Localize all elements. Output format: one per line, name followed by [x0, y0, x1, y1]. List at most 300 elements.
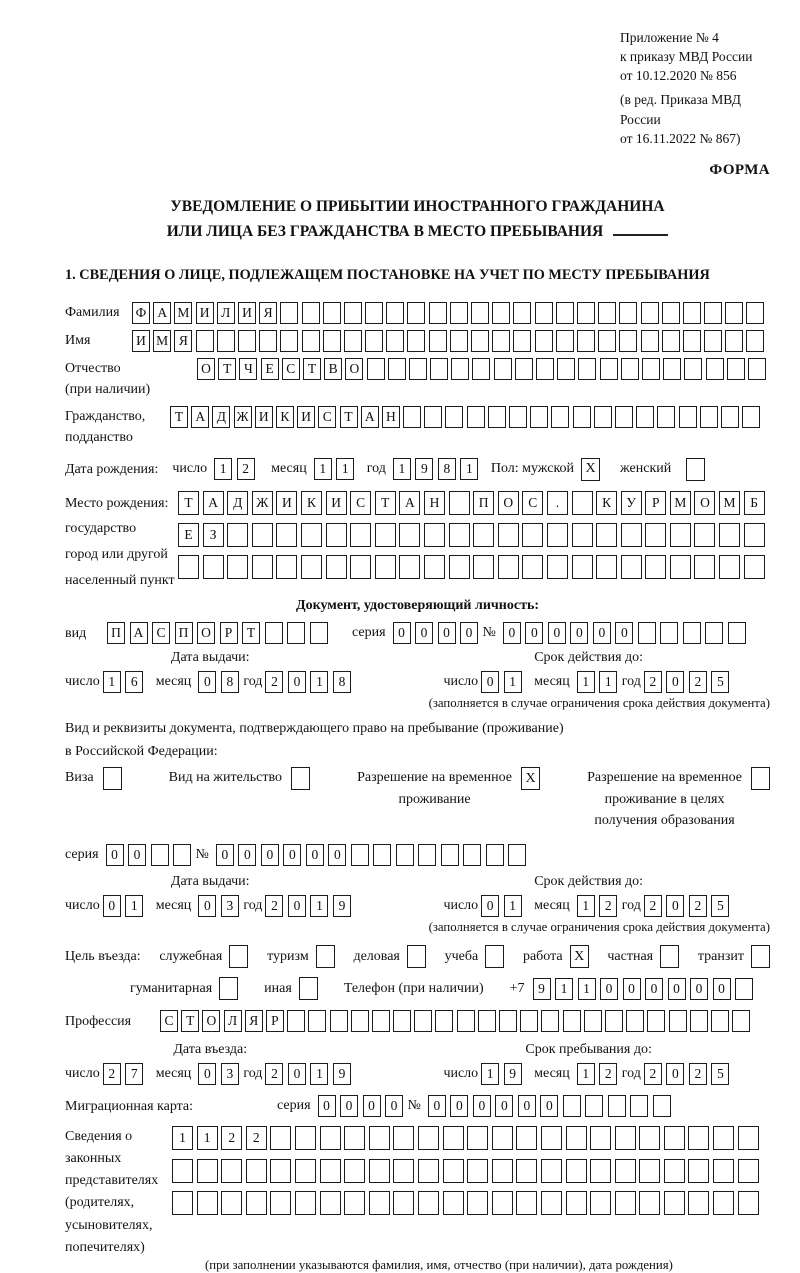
- char-cell[interactable]: [276, 555, 297, 579]
- char-cell[interactable]: [744, 555, 765, 579]
- char-cell[interactable]: [536, 358, 554, 380]
- char-cell[interactable]: [351, 1010, 369, 1032]
- char-cell[interactable]: Л: [217, 302, 235, 324]
- char-cell[interactable]: 0: [645, 978, 663, 1000]
- char-cell[interactable]: 2: [246, 1126, 267, 1150]
- char-cell[interactable]: [407, 302, 425, 324]
- char-cell[interactable]: [492, 330, 510, 352]
- char-cell[interactable]: [351, 844, 369, 866]
- char-cell[interactable]: [669, 1010, 687, 1032]
- char-cell[interactable]: [566, 1191, 587, 1215]
- char-cell[interactable]: 0: [666, 671, 684, 693]
- char-cell[interactable]: А: [130, 622, 148, 644]
- char-cell[interactable]: 1: [577, 671, 595, 693]
- char-cell[interactable]: К: [596, 491, 617, 515]
- char-cell[interactable]: 0: [460, 622, 478, 644]
- char-cell[interactable]: [393, 1126, 414, 1150]
- char-cell[interactable]: [557, 358, 575, 380]
- char-cell[interactable]: [516, 1159, 537, 1183]
- char-cell[interactable]: [301, 523, 322, 547]
- char-cell[interactable]: [418, 1191, 439, 1215]
- char-cell[interactable]: [590, 1191, 611, 1215]
- char-cell[interactable]: [598, 302, 616, 324]
- char-cell[interactable]: 0: [106, 844, 124, 866]
- char-cell[interactable]: Я: [174, 330, 192, 352]
- char-cell[interactable]: 3: [221, 895, 239, 917]
- char-cell[interactable]: [295, 1191, 316, 1215]
- char-cell[interactable]: 0: [713, 978, 731, 1000]
- char-cell[interactable]: [662, 330, 680, 352]
- char-cell[interactable]: [471, 330, 489, 352]
- char-cell[interactable]: 0: [666, 895, 684, 917]
- char-cell[interactable]: [399, 555, 420, 579]
- char-cell[interactable]: [626, 1010, 644, 1032]
- char-cell[interactable]: [641, 302, 659, 324]
- purpose-study-checkbox[interactable]: [485, 945, 504, 968]
- char-cell[interactable]: 1: [214, 458, 232, 480]
- char-cell[interactable]: И: [238, 302, 256, 324]
- char-cell[interactable]: [467, 1126, 488, 1150]
- char-cell[interactable]: [414, 1010, 432, 1032]
- char-cell[interactable]: [647, 1010, 665, 1032]
- char-cell[interactable]: [679, 406, 697, 428]
- char-cell[interactable]: 2: [103, 1063, 121, 1085]
- char-cell[interactable]: Я: [259, 302, 277, 324]
- char-cell[interactable]: К: [276, 406, 294, 428]
- char-cell[interactable]: [386, 302, 404, 324]
- char-cell[interactable]: З: [203, 523, 224, 547]
- char-cell[interactable]: Я: [245, 1010, 263, 1032]
- char-cell[interactable]: [711, 1010, 729, 1032]
- char-cell[interactable]: [396, 844, 414, 866]
- char-cell[interactable]: [270, 1126, 291, 1150]
- char-cell[interactable]: [295, 1126, 316, 1150]
- char-cell[interactable]: [688, 1159, 709, 1183]
- char-cell[interactable]: 0: [518, 1095, 536, 1117]
- char-cell[interactable]: 0: [668, 978, 686, 1000]
- char-cell[interactable]: 1: [103, 671, 121, 693]
- char-cell[interactable]: 2: [265, 671, 283, 693]
- char-cell[interactable]: [486, 844, 504, 866]
- char-cell[interactable]: [541, 1191, 562, 1215]
- char-cell[interactable]: [173, 844, 191, 866]
- char-cell[interactable]: [450, 330, 468, 352]
- char-cell[interactable]: Ж: [234, 406, 252, 428]
- char-cell[interactable]: 1: [504, 895, 522, 917]
- char-cell[interactable]: [744, 523, 765, 547]
- purpose-commercial-checkbox[interactable]: [407, 945, 426, 968]
- char-cell[interactable]: Ф: [132, 302, 150, 324]
- char-cell[interactable]: [705, 622, 723, 644]
- char-cell[interactable]: Т: [178, 491, 199, 515]
- char-cell[interactable]: [310, 622, 328, 644]
- char-cell[interactable]: [615, 406, 633, 428]
- char-cell[interactable]: 0: [363, 1095, 381, 1117]
- char-cell[interactable]: 1: [310, 671, 328, 693]
- char-cell[interactable]: [619, 330, 637, 352]
- char-cell[interactable]: [551, 406, 569, 428]
- char-cell[interactable]: [373, 844, 391, 866]
- char-cell[interactable]: 2: [689, 895, 707, 917]
- char-cell[interactable]: 1: [197, 1126, 218, 1150]
- char-cell[interactable]: [619, 302, 637, 324]
- char-cell[interactable]: [688, 1126, 709, 1150]
- char-cell[interactable]: [499, 1010, 517, 1032]
- char-cell[interactable]: [463, 844, 481, 866]
- char-cell[interactable]: [302, 302, 320, 324]
- char-cell[interactable]: [621, 555, 642, 579]
- char-cell[interactable]: 0: [128, 844, 146, 866]
- char-cell[interactable]: [577, 330, 595, 352]
- char-cell[interactable]: [594, 406, 612, 428]
- char-cell[interactable]: [217, 330, 235, 352]
- char-cell[interactable]: Т: [218, 358, 236, 380]
- char-cell[interactable]: 5: [711, 1063, 729, 1085]
- char-cell[interactable]: И: [297, 406, 315, 428]
- char-cell[interactable]: М: [670, 491, 691, 515]
- char-cell[interactable]: [280, 302, 298, 324]
- char-cell[interactable]: [578, 358, 596, 380]
- char-cell[interactable]: [449, 491, 470, 515]
- char-cell[interactable]: 0: [283, 844, 301, 866]
- char-cell[interactable]: [302, 330, 320, 352]
- char-cell[interactable]: 0: [450, 1095, 468, 1117]
- char-cell[interactable]: Т: [303, 358, 321, 380]
- char-cell[interactable]: [197, 1159, 218, 1183]
- char-cell[interactable]: [630, 1095, 648, 1117]
- char-cell[interactable]: [350, 523, 371, 547]
- char-cell[interactable]: [449, 555, 470, 579]
- char-cell[interactable]: [641, 330, 659, 352]
- sex-female-checkbox[interactable]: [686, 458, 705, 481]
- char-cell[interactable]: [418, 844, 436, 866]
- visa-checkbox[interactable]: [103, 767, 122, 790]
- char-cell[interactable]: [287, 1010, 305, 1032]
- char-cell[interactable]: [467, 1159, 488, 1183]
- char-cell[interactable]: 1: [460, 458, 478, 480]
- char-cell[interactable]: [259, 330, 277, 352]
- char-cell[interactable]: П: [175, 622, 193, 644]
- char-cell[interactable]: 0: [306, 844, 324, 866]
- char-cell[interactable]: [683, 622, 701, 644]
- char-cell[interactable]: [738, 1191, 759, 1215]
- char-cell[interactable]: [645, 523, 666, 547]
- char-cell[interactable]: [639, 1159, 660, 1183]
- char-cell[interactable]: Т: [170, 406, 188, 428]
- char-cell[interactable]: Т: [375, 491, 396, 515]
- char-cell[interactable]: 8: [438, 458, 456, 480]
- char-cell[interactable]: 1: [555, 978, 573, 1000]
- char-cell[interactable]: [566, 1159, 587, 1183]
- char-cell[interactable]: [713, 1126, 734, 1150]
- char-cell[interactable]: Р: [645, 491, 666, 515]
- char-cell[interactable]: [265, 622, 283, 644]
- char-cell[interactable]: [663, 358, 681, 380]
- char-cell[interactable]: [541, 1126, 562, 1150]
- char-cell[interactable]: Д: [212, 406, 230, 428]
- char-cell[interactable]: 3: [221, 1063, 239, 1085]
- char-cell[interactable]: [320, 1159, 341, 1183]
- sex-male-checkbox[interactable]: X: [581, 458, 600, 481]
- char-cell[interactable]: [535, 302, 553, 324]
- char-cell[interactable]: [369, 1159, 390, 1183]
- char-cell[interactable]: М: [719, 491, 740, 515]
- char-cell[interactable]: 0: [428, 1095, 446, 1117]
- char-cell[interactable]: 2: [265, 895, 283, 917]
- char-cell[interactable]: [467, 406, 485, 428]
- char-cell[interactable]: [151, 844, 169, 866]
- char-cell[interactable]: 0: [495, 1095, 513, 1117]
- char-cell[interactable]: 0: [261, 844, 279, 866]
- char-cell[interactable]: [725, 302, 743, 324]
- char-cell[interactable]: 5: [711, 895, 729, 917]
- char-cell[interactable]: О: [197, 622, 215, 644]
- char-cell[interactable]: [172, 1159, 193, 1183]
- char-cell[interactable]: [344, 330, 362, 352]
- char-cell[interactable]: [424, 555, 445, 579]
- char-cell[interactable]: 0: [318, 1095, 336, 1117]
- char-cell[interactable]: [308, 1010, 326, 1032]
- char-cell[interactable]: Р: [266, 1010, 284, 1032]
- char-cell[interactable]: [556, 302, 574, 324]
- char-cell[interactable]: [478, 1010, 496, 1032]
- char-cell[interactable]: [713, 1159, 734, 1183]
- char-cell[interactable]: П: [107, 622, 125, 644]
- char-cell[interactable]: 0: [481, 671, 499, 693]
- char-cell[interactable]: [472, 358, 490, 380]
- char-cell[interactable]: [344, 1191, 365, 1215]
- char-cell[interactable]: [492, 1159, 513, 1183]
- char-cell[interactable]: [704, 330, 722, 352]
- char-cell[interactable]: Н: [424, 491, 445, 515]
- char-cell[interactable]: [441, 844, 459, 866]
- char-cell[interactable]: [178, 555, 199, 579]
- char-cell[interactable]: [670, 555, 691, 579]
- char-cell[interactable]: [742, 406, 760, 428]
- purpose-humanitarian-checkbox[interactable]: [219, 977, 238, 1000]
- char-cell[interactable]: [227, 523, 248, 547]
- char-cell[interactable]: [732, 1010, 750, 1032]
- char-cell[interactable]: 2: [644, 1063, 662, 1085]
- char-cell[interactable]: 9: [333, 1063, 351, 1085]
- char-cell[interactable]: 8: [333, 671, 351, 693]
- char-cell[interactable]: 9: [415, 458, 433, 480]
- char-cell[interactable]: 0: [288, 1063, 306, 1085]
- char-cell[interactable]: 0: [385, 1095, 403, 1117]
- char-cell[interactable]: [670, 523, 691, 547]
- char-cell[interactable]: [471, 302, 489, 324]
- char-cell[interactable]: [636, 406, 654, 428]
- char-cell[interactable]: Л: [224, 1010, 242, 1032]
- char-cell[interactable]: [445, 406, 463, 428]
- char-cell[interactable]: [320, 1126, 341, 1150]
- char-cell[interactable]: [443, 1159, 464, 1183]
- char-cell[interactable]: 0: [600, 978, 618, 1000]
- char-cell[interactable]: [429, 302, 447, 324]
- char-cell[interactable]: 0: [198, 895, 216, 917]
- char-cell[interactable]: 1: [310, 895, 328, 917]
- char-cell[interactable]: [585, 1095, 603, 1117]
- char-cell[interactable]: 0: [288, 671, 306, 693]
- char-cell[interactable]: 2: [644, 895, 662, 917]
- char-cell[interactable]: С: [282, 358, 300, 380]
- char-cell[interactable]: 2: [237, 458, 255, 480]
- char-cell[interactable]: [443, 1191, 464, 1215]
- char-cell[interactable]: И: [326, 491, 347, 515]
- char-cell[interactable]: [598, 330, 616, 352]
- char-cell[interactable]: 1: [578, 978, 596, 1000]
- char-cell[interactable]: О: [694, 491, 715, 515]
- char-cell[interactable]: [227, 555, 248, 579]
- char-cell[interactable]: [513, 330, 531, 352]
- char-cell[interactable]: [252, 555, 273, 579]
- char-cell[interactable]: О: [345, 358, 363, 380]
- char-cell[interactable]: [700, 406, 718, 428]
- char-cell[interactable]: 0: [393, 622, 411, 644]
- char-cell[interactable]: [584, 1010, 602, 1032]
- char-cell[interactable]: [372, 1010, 390, 1032]
- char-cell[interactable]: [246, 1159, 267, 1183]
- char-cell[interactable]: [492, 1191, 513, 1215]
- char-cell[interactable]: [388, 358, 406, 380]
- char-cell[interactable]: [435, 1010, 453, 1032]
- char-cell[interactable]: [221, 1191, 242, 1215]
- char-cell[interactable]: [639, 1191, 660, 1215]
- char-cell[interactable]: [653, 1095, 671, 1117]
- char-cell[interactable]: 1: [125, 895, 143, 917]
- char-cell[interactable]: 0: [666, 1063, 684, 1085]
- char-cell[interactable]: [596, 523, 617, 547]
- char-cell[interactable]: [662, 302, 680, 324]
- char-cell[interactable]: 1: [577, 1063, 595, 1085]
- char-cell[interactable]: С: [152, 622, 170, 644]
- char-cell[interactable]: [664, 1126, 685, 1150]
- char-cell[interactable]: [409, 358, 427, 380]
- char-cell[interactable]: [429, 330, 447, 352]
- char-cell[interactable]: [344, 302, 362, 324]
- char-cell[interactable]: С: [350, 491, 371, 515]
- char-cell[interactable]: [664, 1159, 685, 1183]
- char-cell[interactable]: 0: [615, 622, 633, 644]
- char-cell[interactable]: 7: [125, 1063, 143, 1085]
- char-cell[interactable]: [467, 1191, 488, 1215]
- char-cell[interactable]: [430, 358, 448, 380]
- char-cell[interactable]: [516, 1126, 537, 1150]
- char-cell[interactable]: [684, 358, 702, 380]
- char-cell[interactable]: [746, 330, 764, 352]
- char-cell[interactable]: 6: [125, 671, 143, 693]
- char-cell[interactable]: А: [153, 302, 171, 324]
- char-cell[interactable]: 0: [548, 622, 566, 644]
- char-cell[interactable]: Н: [382, 406, 400, 428]
- purpose-other-checkbox[interactable]: [299, 977, 318, 1000]
- char-cell[interactable]: 1: [577, 895, 595, 917]
- char-cell[interactable]: 0: [690, 978, 708, 1000]
- char-cell[interactable]: [738, 1126, 759, 1150]
- char-cell[interactable]: [727, 358, 745, 380]
- char-cell[interactable]: [605, 1010, 623, 1032]
- char-cell[interactable]: 0: [238, 844, 256, 866]
- char-cell[interactable]: 9: [533, 978, 551, 1000]
- char-cell[interactable]: Е: [261, 358, 279, 380]
- char-cell[interactable]: [590, 1159, 611, 1183]
- char-cell[interactable]: [393, 1191, 414, 1215]
- char-cell[interactable]: 1: [504, 671, 522, 693]
- char-cell[interactable]: 1: [310, 1063, 328, 1085]
- char-cell[interactable]: [488, 406, 506, 428]
- char-cell[interactable]: 0: [328, 844, 346, 866]
- char-cell[interactable]: [690, 1010, 708, 1032]
- char-cell[interactable]: Е: [178, 523, 199, 547]
- char-cell[interactable]: [424, 523, 445, 547]
- char-cell[interactable]: [516, 1191, 537, 1215]
- residence-permit-checkbox[interactable]: [291, 767, 310, 790]
- char-cell[interactable]: А: [203, 491, 224, 515]
- char-cell[interactable]: 0: [198, 671, 216, 693]
- char-cell[interactable]: 0: [415, 622, 433, 644]
- char-cell[interactable]: [246, 1191, 267, 1215]
- char-cell[interactable]: 5: [711, 671, 729, 693]
- char-cell[interactable]: [515, 358, 533, 380]
- char-cell[interactable]: [645, 555, 666, 579]
- char-cell[interactable]: [386, 330, 404, 352]
- char-cell[interactable]: [252, 523, 273, 547]
- char-cell[interactable]: [706, 358, 724, 380]
- temp-residence-education-checkbox[interactable]: [751, 767, 770, 790]
- char-cell[interactable]: [457, 1010, 475, 1032]
- char-cell[interactable]: [326, 555, 347, 579]
- char-cell[interactable]: [638, 622, 656, 644]
- char-cell[interactable]: 0: [198, 1063, 216, 1085]
- char-cell[interactable]: [403, 406, 421, 428]
- char-cell[interactable]: [330, 1010, 348, 1032]
- char-cell[interactable]: [621, 358, 639, 380]
- char-cell[interactable]: Т: [340, 406, 358, 428]
- char-cell[interactable]: И: [276, 491, 297, 515]
- char-cell[interactable]: И: [196, 302, 214, 324]
- char-cell[interactable]: 0: [540, 1095, 558, 1117]
- char-cell[interactable]: [541, 1159, 562, 1183]
- char-cell[interactable]: 0: [103, 895, 121, 917]
- char-cell[interactable]: [276, 523, 297, 547]
- char-cell[interactable]: 2: [599, 1063, 617, 1085]
- char-cell[interactable]: [399, 523, 420, 547]
- char-cell[interactable]: 2: [221, 1126, 242, 1150]
- char-cell[interactable]: [367, 358, 385, 380]
- char-cell[interactable]: [418, 1159, 439, 1183]
- char-cell[interactable]: О: [197, 358, 215, 380]
- char-cell[interactable]: Ч: [239, 358, 257, 380]
- char-cell[interactable]: [563, 1010, 581, 1032]
- char-cell[interactable]: [721, 406, 739, 428]
- char-cell[interactable]: А: [399, 491, 420, 515]
- char-cell[interactable]: [238, 330, 256, 352]
- char-cell[interactable]: 0: [473, 1095, 491, 1117]
- char-cell[interactable]: 1: [481, 1063, 499, 1085]
- char-cell[interactable]: Ж: [252, 491, 273, 515]
- char-cell[interactable]: 0: [593, 622, 611, 644]
- char-cell[interactable]: [326, 523, 347, 547]
- temp-residence-checkbox[interactable]: X: [521, 767, 540, 790]
- char-cell[interactable]: 0: [438, 622, 456, 644]
- char-cell[interactable]: [196, 330, 214, 352]
- char-cell[interactable]: [344, 1159, 365, 1183]
- char-cell[interactable]: [418, 1126, 439, 1150]
- char-cell[interactable]: 2: [689, 1063, 707, 1085]
- char-cell[interactable]: [365, 330, 383, 352]
- char-cell[interactable]: [642, 358, 660, 380]
- purpose-transit-checkbox[interactable]: [751, 945, 770, 968]
